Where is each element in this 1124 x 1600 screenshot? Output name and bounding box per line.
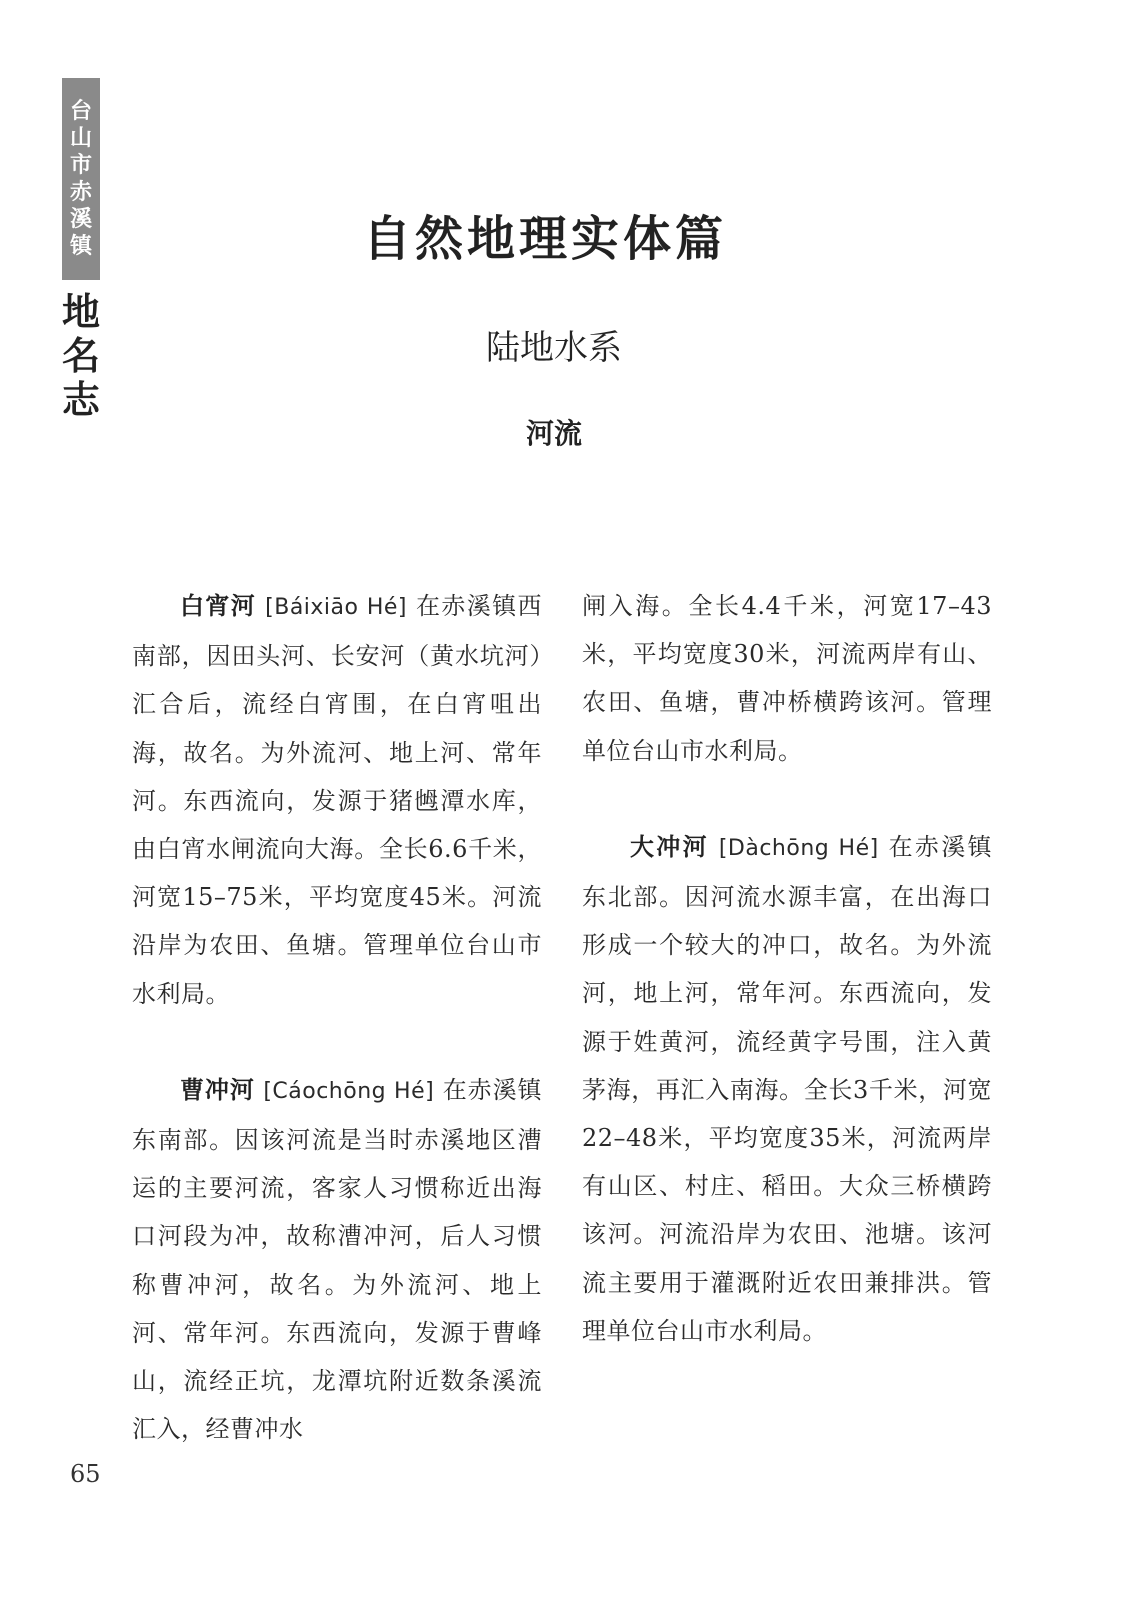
right-column <box>582 582 992 1355</box>
side-big-char: 志 <box>61 378 100 422</box>
entry-name: 白宵河 <box>180 591 257 620</box>
side-tab-char: 赤 <box>69 179 92 205</box>
entry-paragraph <box>582 823 992 1355</box>
side-tab-char: 山 <box>69 125 92 151</box>
left-column <box>132 582 542 1453</box>
entry-name: 曹冲河 <box>180 1074 255 1104</box>
entry-continuation: 闸入海。全长4.4千米，河宽17–43米，平均宽度30米，河流两岸有山、农田、鱼塘，曹冲桥横跨该河。管理单位台山市水利局。 <box>582 592 992 765</box>
side-tab-char: 镇 <box>69 233 92 259</box>
page-number: 65 <box>70 1460 101 1488</box>
side-tab-char: 台 <box>69 98 92 124</box>
entry-pinyin: [Báixiāo Hé] <box>265 595 408 620</box>
side-tab-char: 市 <box>69 152 92 178</box>
section-title: 河流 <box>525 417 582 450</box>
side-tab-char: 溪 <box>69 206 92 232</box>
entry-pinyin: [Dàchōng Hé] <box>718 835 879 861</box>
entry-pinyin: [Cáochōng Hé] <box>263 1078 435 1104</box>
entry-paragraph <box>132 582 542 1018</box>
entry-name: 大冲河 <box>630 831 709 861</box>
entry-paragraph <box>132 1066 542 1454</box>
chapter-title: 自然地理实体篇 <box>362 211 727 267</box>
entry-text: 在赤溪镇东南部。因该河流是当时赤溪地区漕运的主要河流，客家人习惯称近出海口河段为冲，故称漕冲河，后人习惯称曹冲河，故名。为外流河、地上河、常年河。东西流向，发源于曹峰山，流经正坑，龙潭坑附近数条溪流汇入，经曹冲水 <box>132 1075 543 1444</box>
entry-text: 在赤溪镇西南部，因田头河、长安河（黄水坑河）汇合后，流经白宵围，在白宵咀出海，故名。为外流河、地上河、常年河。东西流向，发源于猪乸潭水库，由白宵水闸流向大海。全长6.6千米，河宽15–75米，平均宽度45米。河流沿岸为农田、鱼塘。管理单位台山市水利局。 <box>132 592 543 1008</box>
side-big-char: 名 <box>61 334 100 378</box>
entry-text: 在赤溪镇东北部。因河流水源丰富，在出海口形成一个较大的冲口，故名。为外流河，地上河，常年河。东西流向，发源于姓黄河，流经黄字号围，注入黄茅海，再汇入南海。全长3千米，河宽22–48米，平均宽度35米，河流两岸有山区、村庄、稻田。大众三桥横跨该河。河流沿岸为农田、池塘。该河流主要用于灌溉附近农田兼排洪。管理单位台山市水利局。 <box>582 832 993 1345</box>
subchapter-title: 陆地水系 <box>486 328 622 368</box>
side-big-char: 地 <box>61 290 100 334</box>
